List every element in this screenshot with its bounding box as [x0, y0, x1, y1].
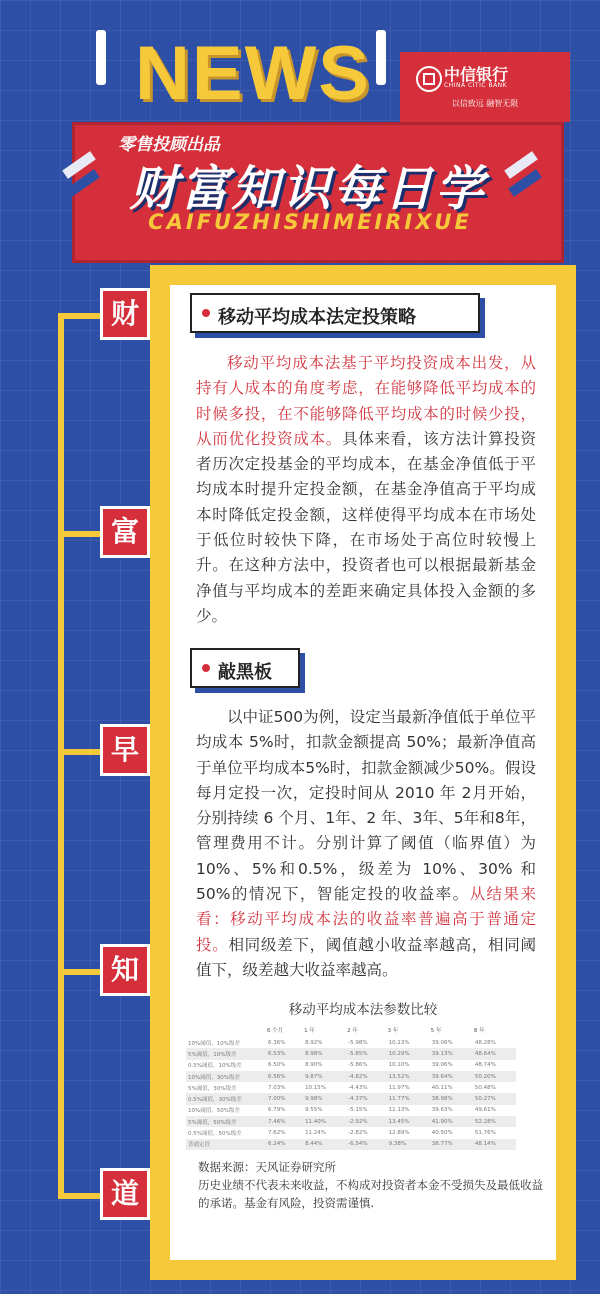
table-header	[186, 1023, 266, 1037]
table-cell: 10.13%	[388, 1039, 410, 1046]
table-cell: -4.82%	[346, 1071, 386, 1082]
bullet-dot-icon	[202, 664, 210, 672]
table-cell: 50.20%	[473, 1071, 516, 1082]
table-cell: 7.03%	[268, 1084, 286, 1091]
table-cell: 5%阈值，10%级差	[186, 1048, 266, 1059]
section-header-strategy	[190, 293, 480, 333]
table-cell: -4.37%	[346, 1093, 386, 1104]
news-heading: NEWS	[135, 31, 371, 116]
table-cell: -2.92%	[346, 1116, 386, 1127]
side-char-3: 早	[100, 724, 150, 776]
table-cell: 38.77%	[430, 1139, 473, 1150]
table-cell: 11.40%	[303, 1116, 346, 1127]
table-cell: 6.53%	[266, 1048, 303, 1059]
citic-logo-icon	[416, 66, 442, 92]
table-cell: 39.64%	[430, 1071, 473, 1082]
table-cell: 39.06%	[431, 1039, 453, 1046]
table-cell: 6.36%	[268, 1039, 286, 1046]
table-header: 3 年	[387, 1028, 399, 1034]
table-cell: 48.64%	[473, 1048, 516, 1059]
table-cell: 11.97%	[388, 1084, 410, 1091]
table-cell: 6.24%	[266, 1139, 303, 1150]
page-title: 财富知识每日学	[129, 161, 487, 217]
table-cell: 10.29%	[387, 1048, 430, 1059]
table-cell: 11.77%	[387, 1093, 430, 1104]
table-cell: 8.92%	[305, 1039, 323, 1046]
table-cell: -6.54%	[346, 1139, 386, 1150]
table-row	[186, 1105, 516, 1116]
bank-slogan: 以信致远 融智无限	[451, 99, 519, 108]
connector-1	[58, 313, 100, 319]
table-row	[186, 1139, 516, 1150]
table-cell: -4.43%	[348, 1084, 368, 1091]
bullet-dot-icon	[202, 309, 210, 317]
table-cell: 48.28%	[474, 1039, 496, 1046]
side-char-5: 道	[100, 1168, 150, 1220]
table-cell: 9.87%	[303, 1071, 346, 1082]
table-cell: 6.50%	[268, 1062, 286, 1069]
table-cell: 普通定投	[186, 1139, 266, 1150]
table-cell: 13.45%	[387, 1116, 430, 1127]
table-cell: 7.62%	[268, 1130, 286, 1137]
table-cell: 8.98%	[303, 1048, 346, 1059]
example-body: 以中证500为例，设定当最新净值低于单位平均成本 5%时，扣款金额提高 50%；最新净值高于单位平均成本5%时，扣款金额减少50%。假设每月定投一次，定投时间从 2010 年 2月开始，分别持续 6 个月、1年、2 年、3年、5年和8年，管理费用不计。分别计算了阈值（临界值）为10%、5%和0.5%，级差为 10%、30% 和 50%的情况下，智能定投的收益率。	[196, 708, 536, 904]
table-header: 5 年	[430, 1028, 442, 1034]
hanger-right	[376, 30, 386, 85]
bank-name: 中信银行	[444, 65, 509, 84]
side-char-1: 财	[100, 288, 150, 340]
section-header-key-points	[190, 648, 300, 688]
table-cell: 49.61%	[474, 1107, 496, 1114]
strategy-paragraph	[196, 351, 536, 629]
disclaimer: 历史业绩不代表未来收益，不构成对投资者本金不受损失及最低收益的承诺。基金有风险，投资需谨慎.	[198, 1178, 543, 1210]
table-cell: 13.52%	[387, 1071, 430, 1082]
table-cell: 6.56%	[266, 1071, 303, 1082]
connector-3	[58, 749, 100, 755]
connector-5	[58, 1193, 100, 1199]
table-cell: 7.46%	[266, 1116, 303, 1127]
table-cell: -5.86%	[348, 1062, 368, 1069]
table-header: 2 年	[347, 1028, 358, 1034]
table-cell: 0.5%阈值，50%级差	[188, 1131, 242, 1138]
table-cell: 12.89%	[388, 1130, 410, 1137]
table-cell: 5%阈值，30%级差	[188, 1085, 237, 1092]
table-cell: 8.44%	[303, 1139, 346, 1150]
table-header: 1 年	[304, 1028, 315, 1034]
table-header: 8 年	[473, 1028, 485, 1034]
table-cell: 7.00%	[266, 1093, 303, 1104]
table-row	[186, 1071, 516, 1082]
connector-2	[58, 531, 100, 537]
table-cell: -5.98%	[348, 1039, 368, 1046]
example-paragraph	[196, 705, 536, 983]
table-cell: 52.28%	[473, 1116, 516, 1127]
bank-name-en: CHINA CITIC BANK	[444, 82, 508, 89]
section-title: 敲黑板	[218, 662, 272, 683]
table-cell: 10%阈值，50%级差	[188, 1108, 240, 1115]
table-cell: 10.15%	[305, 1084, 327, 1091]
table-cell: -5.85%	[346, 1048, 386, 1059]
table-cell: -2.82%	[348, 1130, 368, 1137]
table-cell: 40.11%	[431, 1084, 453, 1091]
table-cell: 48.14%	[473, 1139, 516, 1150]
example-tail: 相同级差下，阈值越小收益率越高，相同阈值下，级差越大收益率越高。	[196, 935, 536, 979]
table-cell: 39.06%	[431, 1062, 453, 1069]
table-header: 6 个月	[267, 1028, 284, 1034]
table-cell: 51.76%	[474, 1130, 496, 1137]
table-row	[186, 1037, 516, 1048]
table-row	[186, 1082, 516, 1093]
table-cell: 9.98%	[303, 1093, 346, 1104]
table-row	[186, 1060, 516, 1071]
table-cell: 38.98%	[430, 1093, 473, 1104]
params-table	[186, 1023, 516, 1150]
table-header-row	[186, 1023, 516, 1037]
connector-4	[58, 969, 100, 975]
table-cell: 8.90%	[305, 1062, 323, 1069]
table-cell: 50.27%	[473, 1093, 516, 1104]
table-cell: 11.24%	[305, 1130, 327, 1137]
strategy-body: 具体来看，该方法计算投资者历次定投基金的平均成本，在基金净值低于平均成本时提升定投金额，在基金净值高于平均成本时降低定投金额，这样使得平均成本在市场处于低位时较快下降，在市场处于高位时较慢上升。在这种方法中，投资者也可以根据最新基金净值与平均成本的差距来确定具体投入金额的多少。	[196, 429, 536, 625]
example-highlight: 从结果来看：移动平均成本法的收益率普遍高于普通定投。	[196, 885, 536, 954]
table-cell: 39.13%	[430, 1048, 473, 1059]
side-char-4: 知	[100, 944, 150, 996]
table-row	[186, 1048, 516, 1059]
table-cell: 5%阈值，50%级差	[186, 1116, 266, 1127]
table-title: 移动平均成本法参数比较	[288, 1002, 438, 1018]
table-row	[186, 1127, 516, 1138]
table-cell: 10%阈值，10%级差	[188, 1040, 240, 1047]
table-cell: 9.38%	[387, 1139, 430, 1150]
table-cell: 40.50%	[431, 1130, 453, 1137]
side-char-2: 富	[100, 506, 150, 558]
table-cell: 10.10%	[388, 1062, 410, 1069]
bank-logo-box	[400, 52, 570, 122]
table-cell: 41.90%	[430, 1116, 473, 1127]
banner-subtitle: 零售投顾出品	[118, 135, 220, 155]
title-pinyin: CAIFUZHISHIMEIRIXUE	[148, 210, 472, 234]
table-cell: 0.5%阈值，10%级差	[188, 1063, 242, 1070]
table-cell: 11.13%	[388, 1107, 410, 1114]
table-cell: 0.5%阈值，30%级差	[186, 1093, 266, 1104]
table-cell: -5.15%	[348, 1107, 368, 1114]
table-cell: 39.63%	[431, 1107, 453, 1114]
table-row	[186, 1116, 516, 1127]
table-cell: 10%阈值，30%级差	[186, 1071, 266, 1082]
table-cell: 50.48%	[474, 1084, 496, 1091]
table-row	[186, 1093, 516, 1104]
table-cell: 6.79%	[268, 1107, 286, 1114]
table-cell: 48.74%	[474, 1062, 496, 1069]
hanger-left	[96, 30, 106, 85]
section-title: 移动平均成本法定投策略	[218, 307, 416, 328]
strategy-highlight: 移动平均成本法基于平均投资成本出发，从持有人成本的角度考虑，在能够降低平均成本的时候多投，在不能够降低平均成本的时候少投，从而优化投资成本。	[196, 354, 536, 448]
table-cell: 9.55%	[305, 1107, 323, 1114]
data-source: 数据来源：天风证券研究所	[198, 1160, 336, 1174]
